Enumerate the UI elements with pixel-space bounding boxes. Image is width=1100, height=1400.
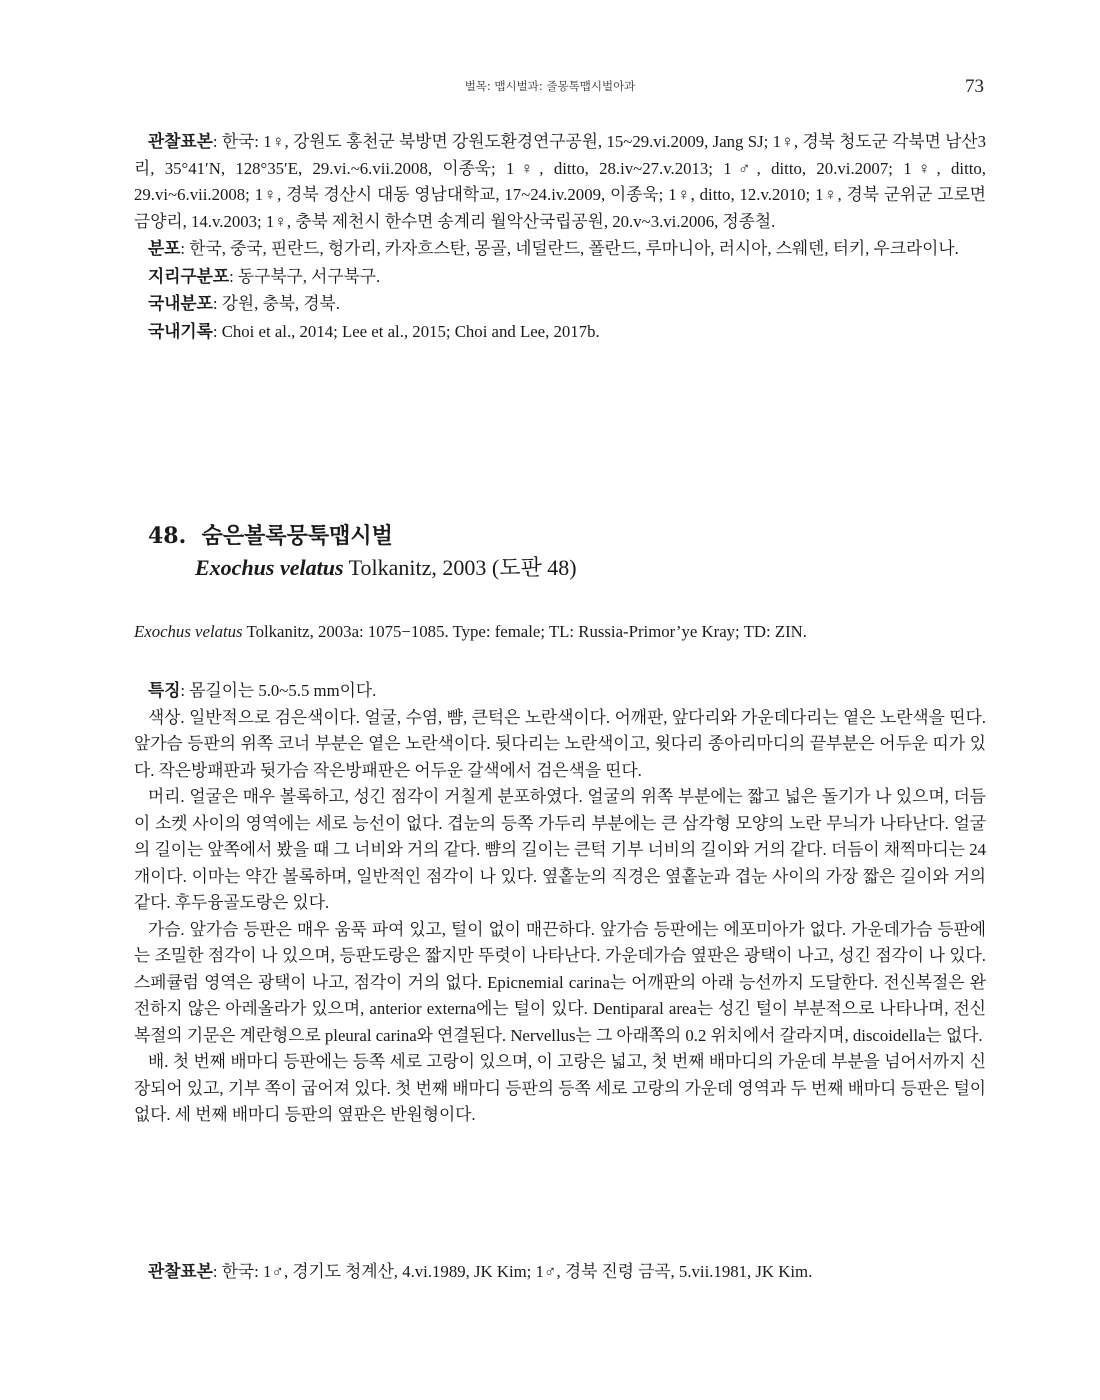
specimens-text: : 한국: 1♀, 강원도 홍천군 북방면 강원도환경연구공원, 15~29.vi.2009, Jang SJ; 1♀, 경북 청도군 각북면 남산3리, 35°41′N, 128°35′E, 29.vi.~6.vii.2008, 이종욱; 1♀, ditto, 28.iv~27.v.2013; 1♂, ditto, 20.vi.2007; 1♀, ditto, 29.vi~6.vii.2008; 1♀, 경북 경산시 대동 영남대학교, 17~24.iv.2009, 이종욱; 1♀, ditto, 12.v.2010; 1♀, 경북 군위군 고로면 금양리, 14.v.2003; 1♀, 충북 제천시 한수면 송계리 월악산국립공원, 20.v~3.vi.2006, 정종철. [134,132,986,231]
domestic-records-label: 국내기록 [148,320,213,341]
feature-label: 특징 [148,680,181,700]
synonym-name: Exochus velatus [134,622,243,641]
second-specimens-label: 관찰표본 [148,1261,213,1281]
species-korean-name: 숨은볼록뭉툭맵시벌 [201,523,393,549]
domestic-distribution-label: 국내분포 [148,293,213,313]
species-author-year: Tolkanitz, 2003 (도판 48) [343,555,577,580]
zoogeographic-label: 지리구분포 [148,265,230,286]
feature-text: : 몸길이는 5.0~5.5 mm이다. [180,681,377,700]
domestic-distribution-paragraph [134,290,986,318]
second-specimens-text: : 한국: 1♂, 경기도 청계산, 4.vi.1989, JK Kim; 1♂, 경북 진령 금곡, 5.vii.1981, JK Kim. [212,1262,813,1281]
species-number: 48. [148,523,187,549]
domestic-distribution-text: : 강원, 충북, 경북. [212,294,340,313]
feature-paragraph [134,677,986,705]
domestic-records-text: : Choi et al., 2014; Lee et al., 2015; Choi and Lee, 2017b. [212,321,600,341]
description-section [134,677,986,1129]
page-number: 73 [965,76,984,97]
specimens-label: 관찰표본 [148,131,213,151]
distribution-text: : 한국, 중국, 핀란드, 헝가리, 카자흐스탄, 몽골, 네덜란드, 폴란드, 루마니아, 러시아, 스웨덴, 터키, 우크라이나. [180,239,959,258]
color-paragraph: 색상. 일반적으로 검은색이다. 얼굴, 수염, 뺨, 큰턱은 노란색이다. 어깨판, 앞다리와 가운데다리는 옅은 노란색을 띤다. 앞가슴 등판의 위쪽 코너 부분은 옅은 노란색이다. 뒷다리는 노란색이고, 윗다리 종아리마디의 끝부분은 어두운 띠가 있다. 작은방패판과 뒷가슴 작은방패판은 어두운 갈색에서 검은색을 띤다. [134,707,986,780]
distribution-label: 분포 [148,238,181,258]
running-head: 벌목: 맵시벌과: 줄몽톡맵시벌아과 [464,79,636,93]
thorax-paragraph: 가슴. 앞가슴 등판은 매우 움푹 파여 있고, 털이 없이 매끈하다. 앞가슴 등판에는 에포미아가 없다. 가운데가슴 등판에는 조밀한 점각이 나 있으며, 등판도랑은 짧지만 뚜렷이 나타난다. 가운데가슴 옆판은 광택이 나고, 성긴 점각이 나 있다. 스페큘럼 영역은 광택이 나고, 점각이 거의 없다. Epicnemial carina는 어깨판의 아래 능선까지 도달한다. 전신복절은 완전하지 않은 아레올라가 있으며, anterior externa에는 털이 있다. Dentiparal area는 성긴 털이 부분적으로 나타나며, 전신복절의 기문은 계란형으로 pleural carina와 연결된다. Nervellus는 그 아래쪽의 0.2 위치에서 갈라지며, discoidella는 없다. [134,919,986,1045]
species-heading [148,520,577,584]
species-heading-korean [148,520,577,552]
species-heading-scientific [148,552,577,584]
specimens-paragraph [134,128,986,235]
distribution-paragraph [134,235,986,263]
second-specimens-paragraph [134,1258,986,1285]
zoogeographic-text: : 동구북구, 서구북구. [229,266,381,286]
first-species-section [134,128,986,345]
synonym-line [134,619,986,645]
synonym-text: Tolkanitz, 2003a: 1075−1085. Type: female; TL: Russia-Primor’ye Kray; TD: ZIN. [242,622,807,641]
domestic-records-paragraph [134,318,986,346]
species-scientific-name: Exochus velatus [195,555,344,580]
zoogeographic-paragraph [134,263,986,291]
abdomen-paragraph: 배. 첫 번째 배마디 등판에는 등쪽 세로 고랑이 있으며, 이 고랑은 넓고, 첫 번째 배마디의 가운데 부분을 넘어서까지 신장되어 있고, 기부 쪽이 굽어져 있다. 첫 번째 배마디 등판의 등쪽 세로 고랑의 가운데 영역과 두 번째 배마디 등판은 털이 없다. 세 번째 배마디 등판의 옆판은 반원형이다. [134,1052,986,1124]
head-paragraph: 머리. 얼굴은 매우 볼록하고, 성긴 점각이 거칠게 분포하였다. 얼굴의 위쪽 부분에는 짧고 넓은 돌기가 나 있으며, 더듬이 소켓 사이의 영역에는 세로 능선이 없다. 겹눈의 등쪽 가두리 부분에는 큰 삼각형 모양의 노란 무늬가 나타난다. 얼굴의 길이는 앞쪽에서 봤을 때 그 너비와 거의 같다. 뺨의 길이는 큰턱 기부 너비의 길이와 거의 같다. 더듬이 채찍마디는 24개이다. 이마는 약간 볼록하며, 일반적인 점각이 나 있다. 옆홑눈의 직경은 옆홑눈과 겹눈 사이의 가장 짧은 길이와 거의 같다. 후두융골도랑은 있다. [134,787,986,912]
